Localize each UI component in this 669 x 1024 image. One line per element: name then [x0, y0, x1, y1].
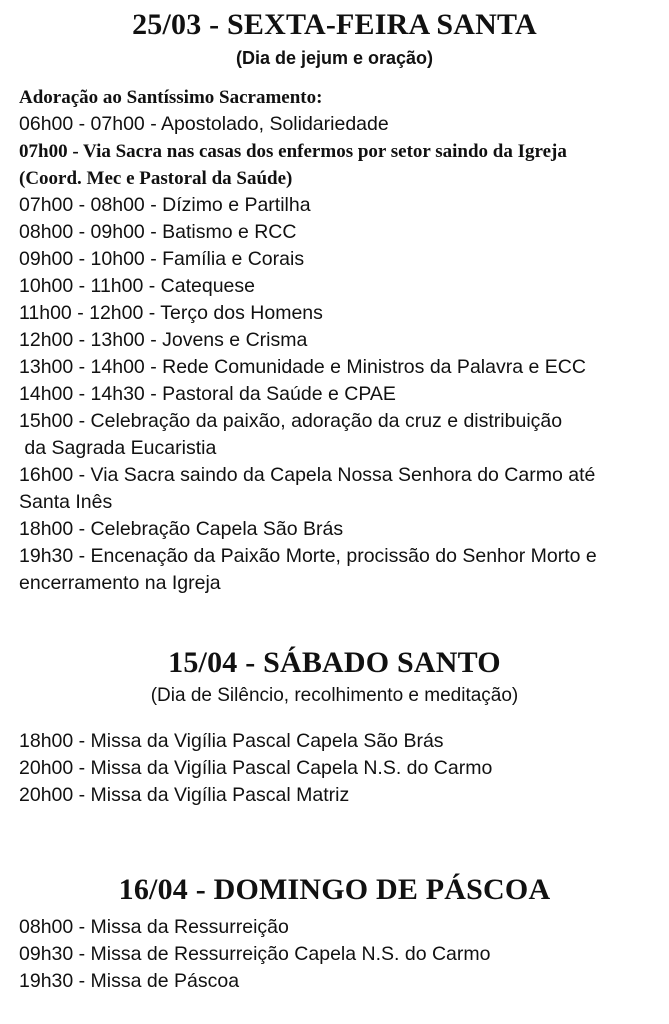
list-item: 12h00 - 13h00 - Jovens e Crisma	[19, 329, 308, 351]
list-item: 19h30 - Encenação da Paixão Morte, procissão do Senhor Morto e	[19, 545, 597, 567]
section-title-sabado-santo: 15/04 - SÁBADO SANTO	[168, 646, 501, 679]
section-subtitle-sexta-feira: (Dia de jejum e oração)	[235, 48, 434, 68]
list-item: 15h00 - Celebração da paixão, adoração da cruz e distribuição	[19, 410, 563, 432]
list-item: encerramento na Igreja	[19, 572, 221, 594]
list-item: da Sagrada Eucaristia	[19, 437, 217, 459]
list-item: 13h00 - 14h00 - Rede Comunidade e Ministros da Palavra e ECC	[19, 356, 586, 378]
schedule-list-sexta-feira	[19, 84, 664, 597]
list-item: 10h00 - 11h00 - Catequese	[19, 275, 255, 297]
list-item: 18h00 - Missa da Vigília Pascal Capela São Brás	[19, 730, 444, 752]
schedule-list-domingo-pascoa	[19, 914, 664, 995]
list-item: (Coord. Mec e Pastoral da Saúde)	[19, 168, 293, 189]
list-item: 08h00 - Missa da Ressurreição	[19, 916, 289, 938]
list-item: 19h30 - Missa de Páscoa	[19, 970, 240, 992]
list-item: 09h30 - Missa de Ressurreição Capela N.S. do Carmo	[19, 943, 491, 965]
list-item: 20h00 - Missa da Vigília Pascal Capela N.S. do Carmo	[19, 757, 493, 779]
list-item: 06h00 - 07h00 - Apostolado, Solidariedade	[19, 113, 389, 135]
section-subtitle-sabado-santo: (Dia de Silêncio, recolhimento e meditação)	[150, 685, 519, 706]
list-item: Adoração ao Santíssimo Sacramento:	[19, 87, 323, 108]
list-item: 07h00 - Via Sacra nas casas dos enfermos por setor saindo da Igreja	[19, 141, 567, 162]
list-item: 18h00 - Celebração Capela São Brás	[19, 518, 344, 540]
list-item: 14h00 - 14h30 - Pastoral da Saúde e CPAE	[19, 383, 396, 405]
list-item: 09h00 - 10h00 - Família e Corais	[19, 248, 305, 270]
schedule-list-sabado-santo	[19, 728, 664, 809]
list-item: 20h00 - Missa da Vigília Pascal Matriz	[19, 784, 350, 806]
list-item: 08h00 - 09h00 - Batismo e RCC	[19, 221, 297, 243]
list-item: 07h00 - 08h00 - Dízimo e Partilha	[19, 194, 311, 216]
section-title-sexta-feira: 25/03 - SEXTA-FEIRA SANTA	[132, 8, 537, 41]
list-item: 11h00 - 12h00 - Terço dos Homens	[19, 302, 323, 324]
section-title-domingo-pascoa: 16/04 - DOMINGO DE PÁSCOA	[118, 873, 551, 906]
list-item: 16h00 - Via Sacra saindo da Capela Nossa Senhora do Carmo até	[19, 464, 596, 486]
list-item: Santa Inês	[19, 491, 113, 513]
